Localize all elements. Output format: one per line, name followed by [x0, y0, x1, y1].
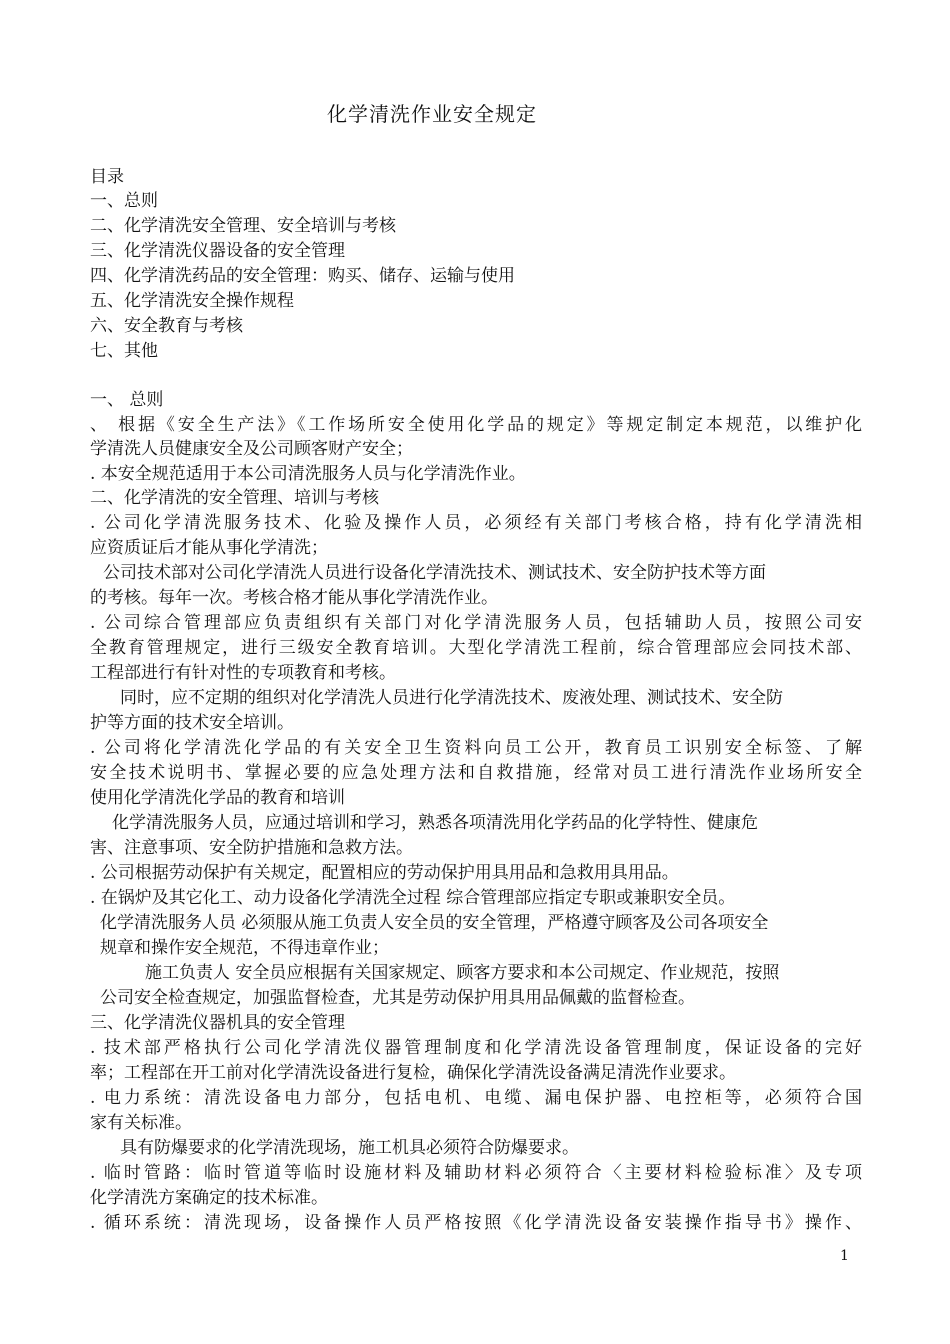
body-line: 使用化学清洗化学品的教育和培训 — [90, 788, 345, 808]
toc-item-7: 七、其他 — [90, 341, 158, 361]
body-line: 公司安全检查规定，加强监督检查，尤其是劳动保护用具用品佩戴的监督检查。 — [100, 988, 695, 1008]
body-line: 率；工程部在开工前对化学清洗设备进行复检，确保化学清洗设备满足清洗作业要求。 — [90, 1063, 736, 1083]
body-line: 护等方面的技术安全培训。 — [90, 713, 294, 733]
body-line: 化学清洗服务人员 必须服从施工负责人安全员的安全管理，严格遵守顾客及公司各项安全 — [100, 913, 769, 933]
body-line: 施工负责人 安全员应根据有关国家规定、顾客方要求和本公司规定、作业规范，按照 — [145, 963, 780, 983]
toc-item-2: 二、化学清洗安全管理、安全培训与考核 — [90, 216, 396, 236]
toc-item-3: 三、化学清洗仪器设备的安全管理 — [90, 241, 345, 261]
body-line: 同时，应不定期的组织对化学清洗人员进行化学清洗技术、废液处理、测试技术、安全防 — [120, 688, 783, 708]
body-line: . 在锅炉及其它化工、动力设备化学清洗全过程 综合管理部应指定专职或兼职安全员。 — [90, 888, 736, 908]
toc-heading: 目录 — [90, 167, 124, 187]
body-line: 、 根据《安全生产法》《工作场所安全使用化学品的规定》等规定制定本规范，以维护化 — [90, 415, 862, 435]
toc-item-4: 四、化学清洗药品的安全管理：购买、储存、运输与使用 — [90, 266, 515, 286]
body-line: 化学清洗方案确定的技术标准。 — [90, 1188, 328, 1208]
body-line: 的考核。每年一次。考核合格才能从事化学清洗作业。 — [90, 588, 498, 608]
body-line: 化学清洗服务人员，应通过培训和学习，熟悉各项清洗用化学药品的化学特性、健康危 — [112, 813, 758, 833]
page-number: 1 — [840, 1248, 849, 1264]
body-line: 害、注意事项、安全防护措施和急救方法。 — [90, 838, 413, 858]
document-title: 化学清洗作业安全规定 — [327, 102, 537, 126]
body-line: 公司技术部对公司化学清洗人员进行设备化学清洗技术、测试技术、安全防护技术等方面 — [103, 563, 766, 583]
toc-item-1: 一、总则 — [90, 191, 158, 211]
body-line: 安全技术说明书、掌握必要的应急处理方法和自救措施，经常对员工进行清洗作业场所安全 — [90, 763, 862, 783]
body-line: 全教育管理规定，进行三级安全教育培训。大型化学清洗工程前，综合管理部应会同技术部、 — [90, 638, 862, 658]
body-line: . 公司将化学清洗化学品的有关安全卫生资料向员工公开，教育员工识别安全标签、了解 — [90, 738, 862, 758]
body-line: 应资质证后才能从事化学清洗； — [90, 538, 328, 558]
body-line: 工程部进行有针对性的专项教育和考核。 — [90, 663, 396, 683]
toc-item-6: 六、安全教育与考核 — [90, 316, 243, 336]
section-heading-equipment: 三、化学清洗仪器机具的安全管理 — [90, 1013, 345, 1033]
body-line: . 电力系统：清洗设备电力部分，包括电机、电缆、漏电保护器、电控柜等，必须符合国 — [90, 1088, 862, 1108]
toc-item-5: 五、化学清洗安全操作规程 — [90, 291, 294, 311]
body-line: 具有防爆要求的化学清洗现场，施工机具必须符合防爆要求。 — [120, 1138, 579, 1158]
body-line: 学清洗人员健康安全及公司顾客财产安全； — [90, 439, 413, 459]
section-heading-general: 一、 总则 — [90, 390, 164, 410]
body-line: . 临时管路：临时管道等临时设施材料及辅助材料必须符合〈主要材料检验标准〉及专项 — [90, 1163, 862, 1183]
body-line: . 公司综合管理部应负责组织有关部门对化学清洗服务人员，包括辅助人员，按照公司安 — [90, 613, 862, 633]
body-line: . 公司根据劳动保护有关规定，配置相应的劳动保护用具用品和急救用具用品。 — [90, 863, 679, 883]
body-line: . 公司化学清洗服务技术、化验及操作人员，必须经有关部门考核合格，持有化学清洗相 — [90, 513, 862, 533]
body-line: 规章和操作安全规范，不得违章作业； — [100, 938, 389, 958]
body-line: 家有关标准。 — [90, 1113, 192, 1133]
body-line: . 本安全规范适用于本公司清洗服务人员与化学清洗作业。 — [90, 464, 526, 484]
section-heading-management: 二、化学清洗的安全管理、培训与考核 — [90, 488, 379, 508]
body-line: . 循环系统：清洗现场，设备操作人员严格按照《化学清洗设备安装操作指导书》操作、 — [90, 1213, 862, 1233]
body-line: . 技术部严格执行公司化学清洗仪器管理制度和化学清洗设备管理制度，保证设备的完好 — [90, 1038, 862, 1058]
